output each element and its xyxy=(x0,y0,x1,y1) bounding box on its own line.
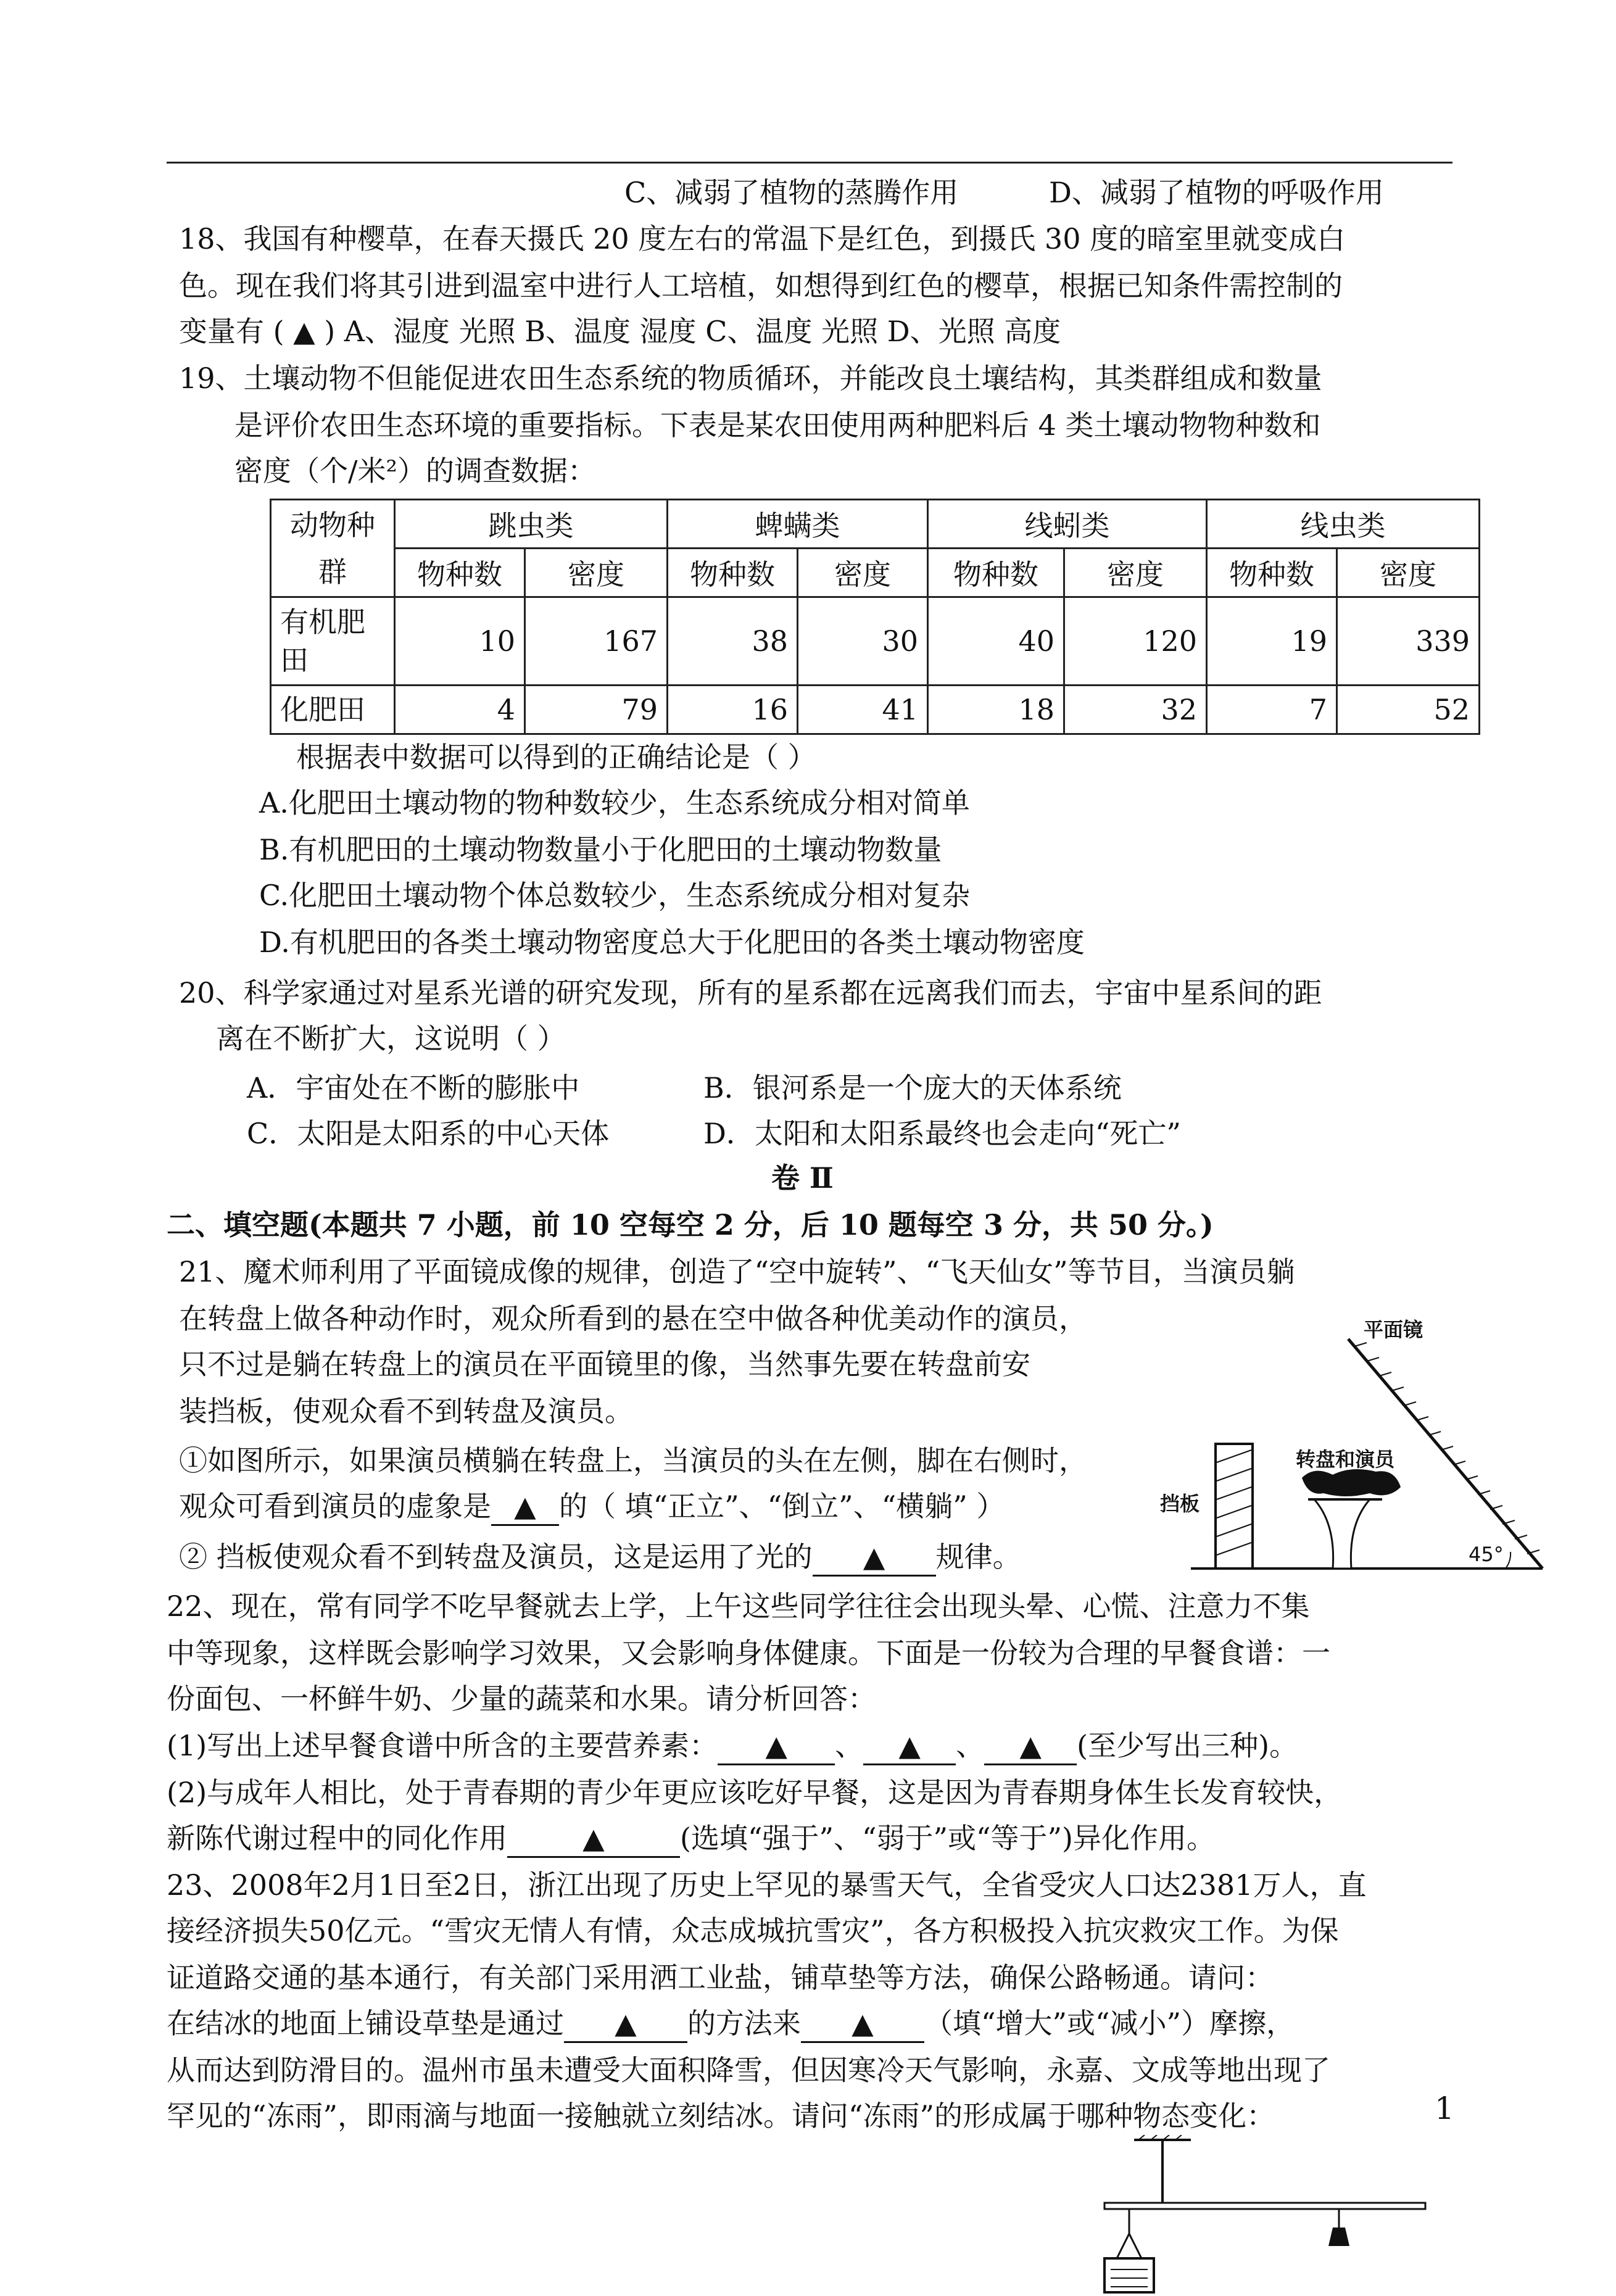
q18-line-3: 变量有 ( ▲ ) A、湿度 光照 B、温度 湿度 C、温度 光照 D、光照 高度 xyxy=(179,315,1061,348)
answer-blank: ▲ xyxy=(491,1488,559,1526)
q23-line-5: 从而达到防滑目的。温州市虽未遭受大面积降雪，但因寒冷天气影响，永嘉、文成等地出现了 xyxy=(167,2054,1330,2087)
table-row xyxy=(271,686,1480,734)
table-cell: 38 xyxy=(668,597,798,686)
table-cell: 40 xyxy=(928,597,1064,686)
q21-line-1: 21、魔术师利用了平面镜成像的规律，创造了“空中旋转”、“飞天仙女”等节目，当演员躺 xyxy=(179,1255,1295,1288)
table-subheader: 物种数 xyxy=(1207,549,1337,597)
q19-line-3: 密度（个/米²）的调查数据： xyxy=(234,454,596,487)
table-cell: 7 xyxy=(1207,686,1337,734)
table-cell: 30 xyxy=(798,597,928,686)
table-row xyxy=(271,597,1480,686)
angle-arc xyxy=(1506,1552,1510,1569)
q19-line-1: 19、土壤动物不但能促进农田生态系统的物质循环，并能改良土壤结构，其类群组成和数量 xyxy=(179,362,1322,395)
table-cell: 41 xyxy=(798,686,928,734)
baffle xyxy=(1216,1444,1253,1569)
q21-sub2-post: 规律。 xyxy=(935,1540,1021,1573)
q20-option-a: A．宇宙处在不断的膨胀中 xyxy=(247,1071,580,1104)
table-group: 线蚓类 xyxy=(928,500,1207,549)
counterweight xyxy=(1328,2228,1349,2246)
table-subheader: 密度 xyxy=(798,549,928,597)
q23-line-6: 罕见的“冻雨”，即雨滴与地面一接触就立刻结冰。请问“冻雨”的形成属于哪种物态变化： xyxy=(167,2099,1275,2132)
q19-option-c: C.化肥田土壤动物个体总数较少，生态系统成分相对复杂 xyxy=(259,879,971,912)
hanger xyxy=(1117,2234,1142,2258)
answer-blank: ▲ xyxy=(507,1820,680,1858)
table-cell: 79 xyxy=(525,686,668,734)
answer-blank: ▲ xyxy=(984,1728,1077,1765)
table-cell: 16 xyxy=(668,686,798,734)
table-row-label: 有机肥田 xyxy=(271,597,395,686)
q22-sub2-pre: 新陈代谢过程中的同化作用 xyxy=(167,1821,507,1855)
q22-sub1 xyxy=(167,1728,1298,1765)
answer-blank: ▲ xyxy=(801,2005,924,2043)
table-subheader: 密度 xyxy=(525,549,668,597)
table-cell: 52 xyxy=(1337,686,1480,734)
table-subheader: 物种数 xyxy=(928,549,1064,597)
table-cell: 167 xyxy=(525,597,668,686)
table-subheader: 物种数 xyxy=(395,549,525,597)
q22-line-2: 中等现象，这样既会影响学习效果，又会影响身体健康。下面是一份较为合理的早餐食谱：一 xyxy=(167,1636,1330,1670)
q21-sub2-pre: ② 挡板使观众看不到转盘及演员，这是运用了光的 xyxy=(179,1540,813,1573)
q19-question: 根据表中数据可以得到的正确结论是（ ） xyxy=(296,740,816,774)
volume-title: 卷 Ⅱ xyxy=(771,1161,834,1195)
table-subheader-row xyxy=(271,549,1480,597)
header-rule xyxy=(167,162,1452,164)
q21-sub1-b xyxy=(179,1488,1005,1526)
performer xyxy=(1302,1469,1401,1496)
table-cell: 4 xyxy=(395,686,525,734)
q22-sub2-line-2 xyxy=(167,1820,1215,1858)
q17-option-c: C、减弱了植物的蒸腾作用 xyxy=(624,176,959,209)
q20-line-1: 20、科学家通过对星系光谱的研究发现，所有的星系都在远离我们而去，宇宙中星系间的距 xyxy=(179,976,1322,1009)
table-cell: 18 xyxy=(928,686,1064,734)
table-row-label: 化肥田 xyxy=(271,686,395,734)
q20-line-2: 离在不断扩大，这说明（ ） xyxy=(216,1022,566,1055)
table-subheader: 密度 xyxy=(1337,549,1480,597)
lever-beam xyxy=(1104,2203,1425,2209)
q19-option-a: A.化肥田土壤动物的物种数较少，生态系统成分相对简单 xyxy=(259,786,970,819)
q21-line-3: 只不过是躺在转盘上的演员在平面镜里的像，当然事先要在转盘前安 xyxy=(179,1348,1030,1381)
table-cell: 19 xyxy=(1207,597,1337,686)
separator: 、 xyxy=(835,1729,864,1762)
table-corner: 动物种群 xyxy=(271,500,395,597)
lever-figure xyxy=(1086,2135,1432,2296)
q21-sub1-a: ①如图所示，如果演员横躺在转盘上，当演员的头在左侧，脚在右侧时， xyxy=(179,1444,1087,1477)
q23-line-4-pre: 在结冰的地面上铺设草垫是通过 xyxy=(167,2007,564,2040)
q22-sub2-post: (选填“强于”、“弱于”或“等于”)异化作用。 xyxy=(680,1821,1215,1855)
q19-option-d: D.有机肥田的各类土壤动物密度总大于化肥田的各类土壤动物密度 xyxy=(259,926,1085,959)
q18-line-1: 18、我国有种樱草，在春天摄氏 20 度左右的常温下是红色，到摄氏 30 度的暗室里就变成白 xyxy=(179,222,1346,255)
angle-label: 45° xyxy=(1469,1543,1504,1566)
q20-option-d: D．太阳和太阳系最终也会走向“死亡” xyxy=(703,1117,1181,1150)
page-number: 1 xyxy=(1435,2091,1454,2126)
q19-option-b: B.有机肥田的土壤动物数量小于化肥田的土壤动物数量 xyxy=(259,833,942,866)
table-subheader: 密度 xyxy=(1064,549,1207,597)
q21-sub2 xyxy=(179,1539,1021,1577)
table-cell: 120 xyxy=(1064,597,1207,686)
table-group: 跳虫类 xyxy=(395,500,668,549)
q17-option-d: D、减弱了植物的呼吸作用 xyxy=(1049,176,1384,209)
q18-line-2: 色。现在我们将其引进到温室中进行人工培植，如想得到红色的樱草，根据已知条件需控制的 xyxy=(179,269,1343,302)
survey-table xyxy=(270,499,1480,735)
turntable-stand xyxy=(1314,1499,1370,1569)
section-heading: 二、填空题(本题共 7 小题，前 10 空每空 2 分，后 10 题每空 3 分，共 50 分。) xyxy=(167,1208,1214,1241)
q23-line-4 xyxy=(167,2005,1295,2043)
q23-line-3: 证道路交通的基本通行，有关部门采用洒工业盐，铺草垫等方法，确保公路畅通。请问： xyxy=(167,1961,1274,1994)
q21-line-2: 在转盘上做各种动作时，观众所看到的悬在空中做各种优美动作的演员， xyxy=(179,1302,1087,1335)
q21-sub1-b-post: 的（ 填“正立”、“倒立”、“横躺” ） xyxy=(559,1490,1005,1523)
baffle-label: 挡板 xyxy=(1160,1492,1200,1515)
q19-line-2: 是评价农田生态环境的重要指标。下表是某农田使用两种肥料后 4 类土壤动物物种数和 xyxy=(234,408,1321,442)
mirror-label: 平面镜 xyxy=(1364,1318,1423,1341)
q22-sub2-line-1: (2)与成年人相比，处于青春期的青少年更应该吃好早餐，这是因为青春期身体生长发育较快， xyxy=(167,1776,1343,1809)
q23-line-1: 23、2008年2月1日至2日，浙江出现了历史上罕见的暴雪天气，全省受灾人口达2381万人，直 xyxy=(167,1868,1367,1902)
answer-blank: ▲ xyxy=(718,1728,835,1765)
q21-sub1-b-pre: 观众可看到演员的虚象是 xyxy=(179,1490,491,1523)
table-header-row xyxy=(271,500,1480,549)
table-group: 线虫类 xyxy=(1207,500,1480,549)
q21-line-4: 装挡板，使观众看不到转盘及演员。 xyxy=(179,1395,633,1428)
q22-sub1-post: (至少写出三种)。 xyxy=(1077,1729,1298,1762)
separator: 、 xyxy=(956,1729,985,1762)
answer-blank: ▲ xyxy=(564,2005,687,2043)
q23-line-4-mid: 的方法来 xyxy=(687,2007,801,2040)
q20-option-c: C．太阳是太阳系的中心天体 xyxy=(247,1117,610,1150)
table-group: 蜱螨类 xyxy=(668,500,928,549)
table-cell: 10 xyxy=(395,597,525,686)
answer-blank: ▲ xyxy=(863,1728,956,1765)
turntable-label: 转盘和演员 xyxy=(1296,1448,1395,1471)
table-cell: 32 xyxy=(1064,686,1207,734)
table-cell: 339 xyxy=(1337,597,1480,686)
q22-sub1-pre: (1)写出上述早餐食谱中所含的主要营养素： xyxy=(167,1729,718,1762)
answer-blank: ▲ xyxy=(813,1539,936,1577)
q22-line-3: 份面包、一杯鲜牛奶、少量的蔬菜和水果。请分析回答： xyxy=(167,1682,876,1715)
q20-option-b: B．银河系是一个庞大的天体系统 xyxy=(703,1071,1122,1104)
q23-line-4-post: （填“增大”或“减小”）摩擦， xyxy=(924,2007,1295,2040)
q22-line-1: 22、现在，常有同学不吃早餐就去上学，上午这些同学往往会出现头晕、心慌、注意力不集 xyxy=(167,1589,1310,1623)
q23-line-2: 接经济损失50亿元。“雪灾无情人有情，众志成城抗雪灾”，各方积极投入抗灾救灾工作。为保 xyxy=(167,1914,1339,1947)
table-subheader: 物种数 xyxy=(668,549,798,597)
